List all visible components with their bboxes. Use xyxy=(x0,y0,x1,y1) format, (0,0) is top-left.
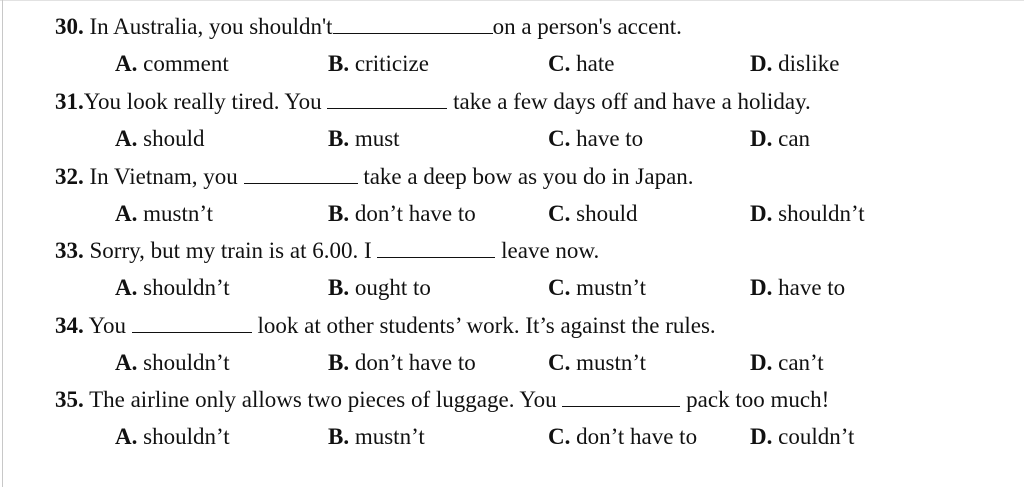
option-b xyxy=(328,422,425,452)
option-a xyxy=(115,273,230,303)
question-32 xyxy=(55,162,1015,226)
option-d xyxy=(750,199,865,229)
option-a xyxy=(115,49,229,79)
option-letter: C. xyxy=(548,126,571,151)
option-text: comment xyxy=(137,51,229,76)
option-text: ought to xyxy=(349,275,431,300)
question-stem-after: on a person's accent. xyxy=(492,14,682,39)
option-letter: C. xyxy=(548,275,571,300)
answer-blank xyxy=(377,239,495,258)
option-text: should xyxy=(570,201,638,226)
option-letter: D. xyxy=(750,201,773,226)
option-text: don’t have to xyxy=(349,201,476,226)
option-text: shouldn’t xyxy=(137,350,230,375)
option-text: dislike xyxy=(772,51,840,76)
option-c xyxy=(548,273,646,303)
question-number: 31. xyxy=(55,89,84,114)
question-number: 30. xyxy=(55,14,84,39)
option-c xyxy=(548,49,614,79)
option-letter: D. xyxy=(750,424,773,449)
question-stem-before: In Australia, you shouldn't xyxy=(83,14,333,39)
option-letter: B. xyxy=(328,350,350,375)
option-text: mustn’t xyxy=(349,424,425,449)
option-text: mustn’t xyxy=(570,350,646,375)
option-b xyxy=(328,348,476,378)
question-stem-after: leave now. xyxy=(495,238,600,263)
option-text: mustn’t xyxy=(137,201,213,226)
option-letter: B. xyxy=(328,424,350,449)
option-letter: A. xyxy=(115,51,138,76)
question-stem-before: In Vietnam, you xyxy=(83,164,244,189)
question-stem-before: You look really tired. You xyxy=(83,89,328,114)
option-b xyxy=(328,49,429,79)
answer-options xyxy=(55,348,1015,378)
question-number: 32. xyxy=(55,164,84,189)
option-d xyxy=(750,422,854,452)
option-text: can’t xyxy=(772,350,824,375)
question-stem-after: take a few days off and have a holiday. xyxy=(447,89,811,114)
option-letter: A. xyxy=(115,126,138,151)
option-letter: A. xyxy=(115,350,138,375)
option-b xyxy=(328,124,400,154)
option-a xyxy=(115,422,230,452)
question-34 xyxy=(55,311,1015,375)
question-stem-after: look at other students’ work. It’s against the rules. xyxy=(251,313,716,338)
answer-options xyxy=(55,199,1015,229)
option-letter: A. xyxy=(115,275,138,300)
question-33 xyxy=(55,236,1015,300)
option-text: hate xyxy=(570,51,615,76)
question-text xyxy=(55,236,599,266)
option-letter: C. xyxy=(548,424,571,449)
option-d xyxy=(750,273,845,303)
option-text: shouldn’t xyxy=(772,201,865,226)
option-text: shouldn’t xyxy=(137,275,230,300)
option-text: shouldn’t xyxy=(137,424,230,449)
option-c xyxy=(548,348,646,378)
answer-blank xyxy=(333,15,493,34)
option-d xyxy=(750,348,824,378)
option-letter: B. xyxy=(328,126,350,151)
answer-options xyxy=(55,422,1015,452)
answer-blank xyxy=(562,388,680,407)
question-30 xyxy=(55,12,1015,76)
question-stem-before: The airline only allows two pieces of luggage. You xyxy=(83,387,563,412)
option-text: mustn’t xyxy=(570,275,646,300)
question-stem-after: pack too much! xyxy=(680,387,830,412)
option-text: don’t have to xyxy=(349,350,476,375)
question-stem-before: Sorry, but my train is at 6.00. I xyxy=(83,238,378,263)
question-number: 34. xyxy=(55,313,84,338)
question-35 xyxy=(55,385,1015,449)
option-c xyxy=(548,124,643,154)
question-number: 33. xyxy=(55,238,84,263)
answer-blank xyxy=(244,165,358,184)
answer-options xyxy=(55,273,1015,303)
option-letter: B. xyxy=(328,201,350,226)
option-text: should xyxy=(137,126,205,151)
option-letter: A. xyxy=(115,201,138,226)
option-letter: D. xyxy=(750,350,773,375)
option-b xyxy=(328,199,476,229)
option-letter: C. xyxy=(548,350,571,375)
option-letter: B. xyxy=(328,51,350,76)
question-text xyxy=(55,385,829,415)
question-text xyxy=(55,12,682,42)
question-31 xyxy=(55,87,1015,151)
answer-options xyxy=(55,124,1015,154)
answer-blank xyxy=(327,90,447,109)
answer-options xyxy=(55,49,1015,79)
option-a xyxy=(115,348,230,378)
option-letter: C. xyxy=(548,51,571,76)
question-text xyxy=(55,87,811,117)
question-stem-before: You xyxy=(83,313,132,338)
option-text: criticize xyxy=(349,51,429,76)
option-text: can xyxy=(772,126,811,151)
option-d xyxy=(750,49,839,79)
question-number: 35. xyxy=(55,387,84,412)
question-stem-after: take a deep bow as you do in Japan. xyxy=(357,164,694,189)
option-letter: C. xyxy=(548,201,571,226)
option-text: have to xyxy=(772,275,846,300)
option-c xyxy=(548,422,697,452)
option-b xyxy=(328,273,431,303)
option-text: have to xyxy=(570,126,644,151)
option-letter: A. xyxy=(115,424,138,449)
option-letter: B. xyxy=(328,275,350,300)
option-text: don’t have to xyxy=(570,424,698,449)
option-letter: D. xyxy=(750,51,773,76)
option-c xyxy=(548,199,637,229)
option-letter: D. xyxy=(750,275,773,300)
option-text: couldn’t xyxy=(772,424,855,449)
answer-blank xyxy=(132,314,252,333)
question-text xyxy=(55,311,716,341)
option-a xyxy=(115,124,204,154)
option-text: must xyxy=(349,126,400,151)
option-letter: D. xyxy=(750,126,773,151)
option-d xyxy=(750,124,810,154)
option-a xyxy=(115,199,213,229)
question-text xyxy=(55,162,694,192)
